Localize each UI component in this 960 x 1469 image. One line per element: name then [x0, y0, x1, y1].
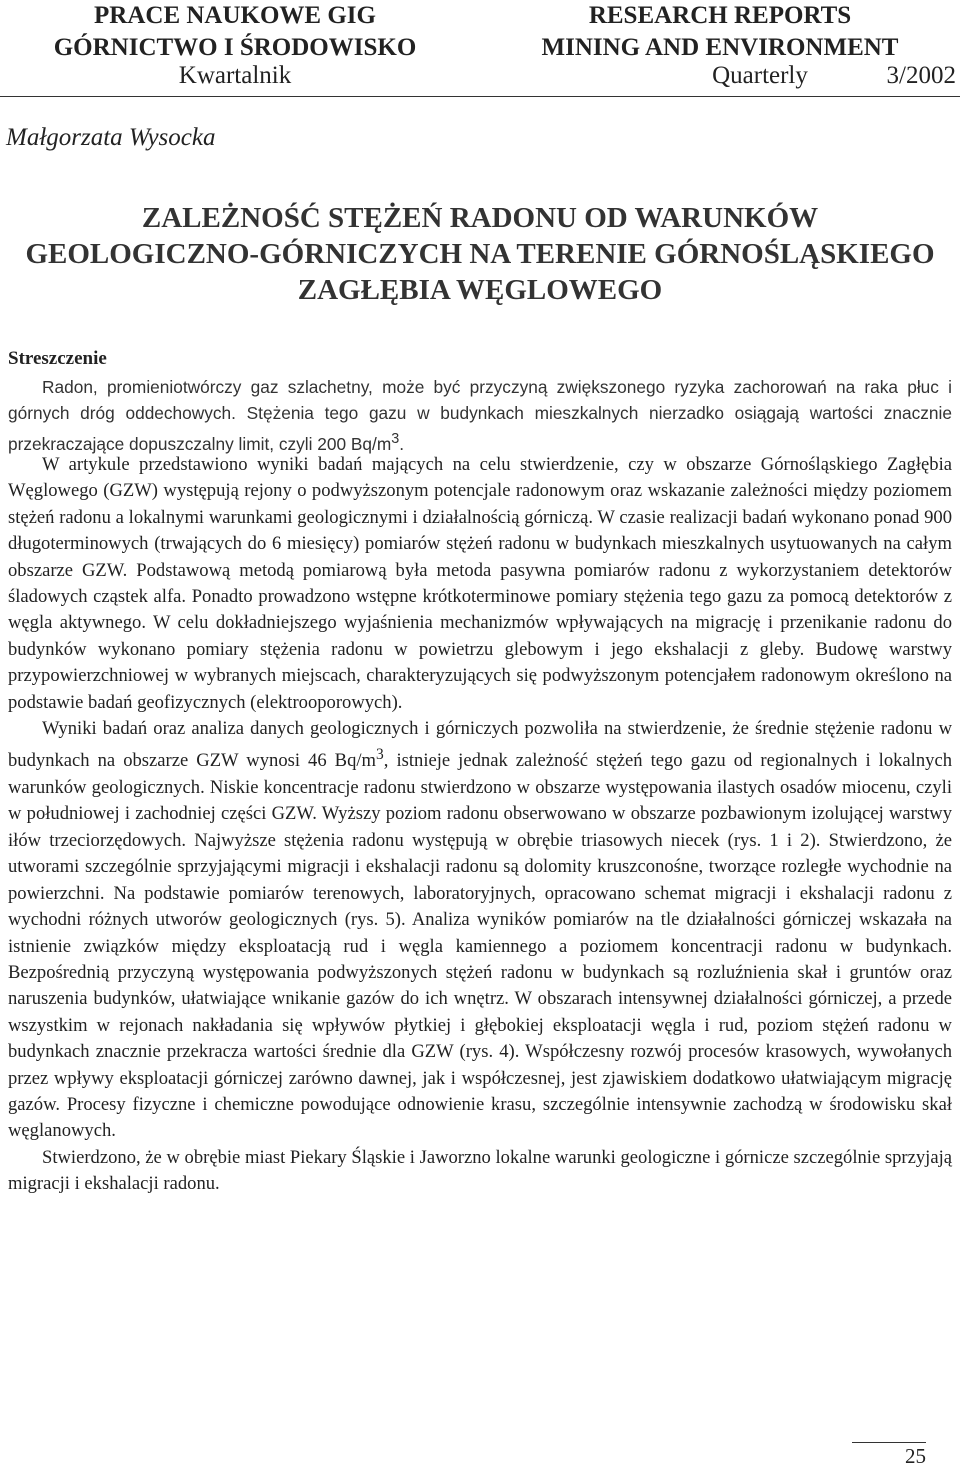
abstract-text	[8, 374, 952, 457]
author-name: Małgorzata Wysocka	[6, 124, 216, 151]
journal-header	[0, 0, 960, 98]
article-title-line: ZALEŻNOŚĆ STĘŻEŃ RADONU OD WARUNKÓW	[141, 202, 819, 234]
footer-rule	[852, 1442, 926, 1443]
journal-title-en-line2: MINING AND ENVIRONMENT	[541, 34, 899, 61]
article-title-line: GEOLOGICZNO-GÓRNICZYCH NA TERENIE GÓRNOŚLĄSKIEGO	[25, 238, 935, 270]
journal-title-pl-line2: GÓRNICTWO I ŚRODOWISKO	[53, 34, 417, 61]
page-number: 25	[905, 1444, 926, 1468]
article-body	[8, 452, 952, 1198]
journal-name-pl	[0, 0, 470, 64]
body-paragraph-2: Wyniki badań oraz analiza danych geologicznych i górniczych pozwoliła na stwierdzenie, że średnie stężenie radonu w budynkach na obszarze GZW wynosi 46 $Bq/m^3$, istnieje jednak zależność stężeń tego gazu od regionalnych i lokalnych warunków geologicznych. Niskie koncentracje radonu stwierdzono w obszarze występowania ilastych osadów miocenu, czyli w południowej i zachodniej części GZW. Wyższy poziom radonu obserwowano w obszarze pozbawionym izolującej warstwy iłów trzeciorzędowych. Najwyższe stężenia radonu występują w obrębie triasowych niecek (rys. 1 i 2). Stwierdzono, że utworami szczególnie sprzyjającymi migracji i ekshalacji radonu są dolomity kruszconośne, tworzące rozległe wychodnie na powierzchni. Na podstawie pomiarów terenowych, laboratoryjnych, opracowano schemat migracji i ekshalacji radonu z wychodni różnych utworów geologicznych (rys. 5). Analiza wyników pomiarów na tle działalności górniczej wskazała na istnienie związków między eksploatacją rud i węgla kamiennego a poziomem koncentracji radonu w budynkach. Bezpośrednią przyczyną występowania podwyższonych stężeń radonu w budynkach są rozluźnienia skał i gruntów oraz naruszenia budynków, ułatwiające wnikanie gazów do ich wnętrz. W obszarach intensywnej działalności górniczej, a przede wszystkim w rejonach nakładania się wpływów płytkiej i głębokiej eksploatacji węgla i rud, poziom stężeń radonu w budynkach znacznie przekracza wartości średnie dla GZW (rys. 4). Współczesny rozwój procesów krasowych, wywołanych przez wpływy eksploatacji górniczej zarówno dawnej, jak i współczesnej, jest zjawiskiem dodatkowo ułatwiającym migrację gazów. Procesy fizyczne i chemiczne powodujące odnowienie krasu, szczególnie intensywnie zachodzą w środowisku skał węglanowych.	[8, 718, 952, 1142]
body-paragraph-1: W artykule przedstawiono wyniki badań mających na celu stwierdzenie, czy w obszarze Górnośląskiego Zagłębia Węglowego (GZW) występują rejony o podwyższonym potencjale radonowym oraz wskazanie zależności między poziomem stężeń radonu a lokalnymi warunkami geologicznymi i działalnością górniczą. W czasie realizacji badań wykonano ponad 900 długoterminowych (trwających do 6 miesięcy) pomiarów stężeń radonu w budynkach mieszkalnych usytuowanych na całym obszarze GZW. Podstawową metodą pomiarową była metoda pasywna pomiarów radonu z wykorzystaniem detektorów śladowych cząstek alfa. Ponadto prowadzono wstępne krótkoterminowe pomiary stężenia tego gazu za pomocą detektorów z węgla aktywnego. W celu dokładniejszego wyjaśnienia mechanizmów wpływających na migrację i przenikanie radonu do budynków wykonano pomiary stężenia radonu w powietrzu glebowym i jego ekshalacji z gleby. Budowę warstwy przypowierzchniowej w wybranych miejscach, charakteryzujących się podwyższonym potencjałem radonowym określono na podstawie badań geofizycznych (elektrooporowych).	[8, 454, 952, 713]
journal-title-en-line1: RESEARCH REPORTS	[588, 2, 852, 29]
header-rule	[0, 96, 960, 97]
article-title	[0, 200, 960, 308]
abstract-heading: Streszczenie	[8, 348, 107, 369]
journal-frequency-en: Quarterly	[712, 62, 808, 89]
issue-number: 3/2002	[886, 62, 956, 89]
body-paragraph-3: Stwierdzono, że w obrębie miast Piekary Śląskie i Jaworzno lokalne warunki geologiczne i górnicze szczególnie sprzyjają migracji i ekshalacji radonu.	[8, 1146, 952, 1195]
journal-frequency-pl: Kwartalnik	[178, 62, 292, 89]
journal-name-en	[480, 0, 960, 64]
abstract-paragraph: Radon, promieniotwórczy gaz szlachetny, może być przyczyną zwiększonego ryzyka zachorowań na raka płuc i górnych dróg oddechowych. Stężenia tego gazu w budynkach mieszkalnych nierzadko osiągają wartości znacznie przekraczające dopuszczalny limit, czyli 200 $Bq/m^3$.	[8, 377, 952, 454]
journal-title-pl-line1: PRACE NAUKOWE GIG	[94, 2, 376, 29]
article-title-line: ZAGŁĘBIA WĘGLOWEGO	[297, 274, 663, 306]
